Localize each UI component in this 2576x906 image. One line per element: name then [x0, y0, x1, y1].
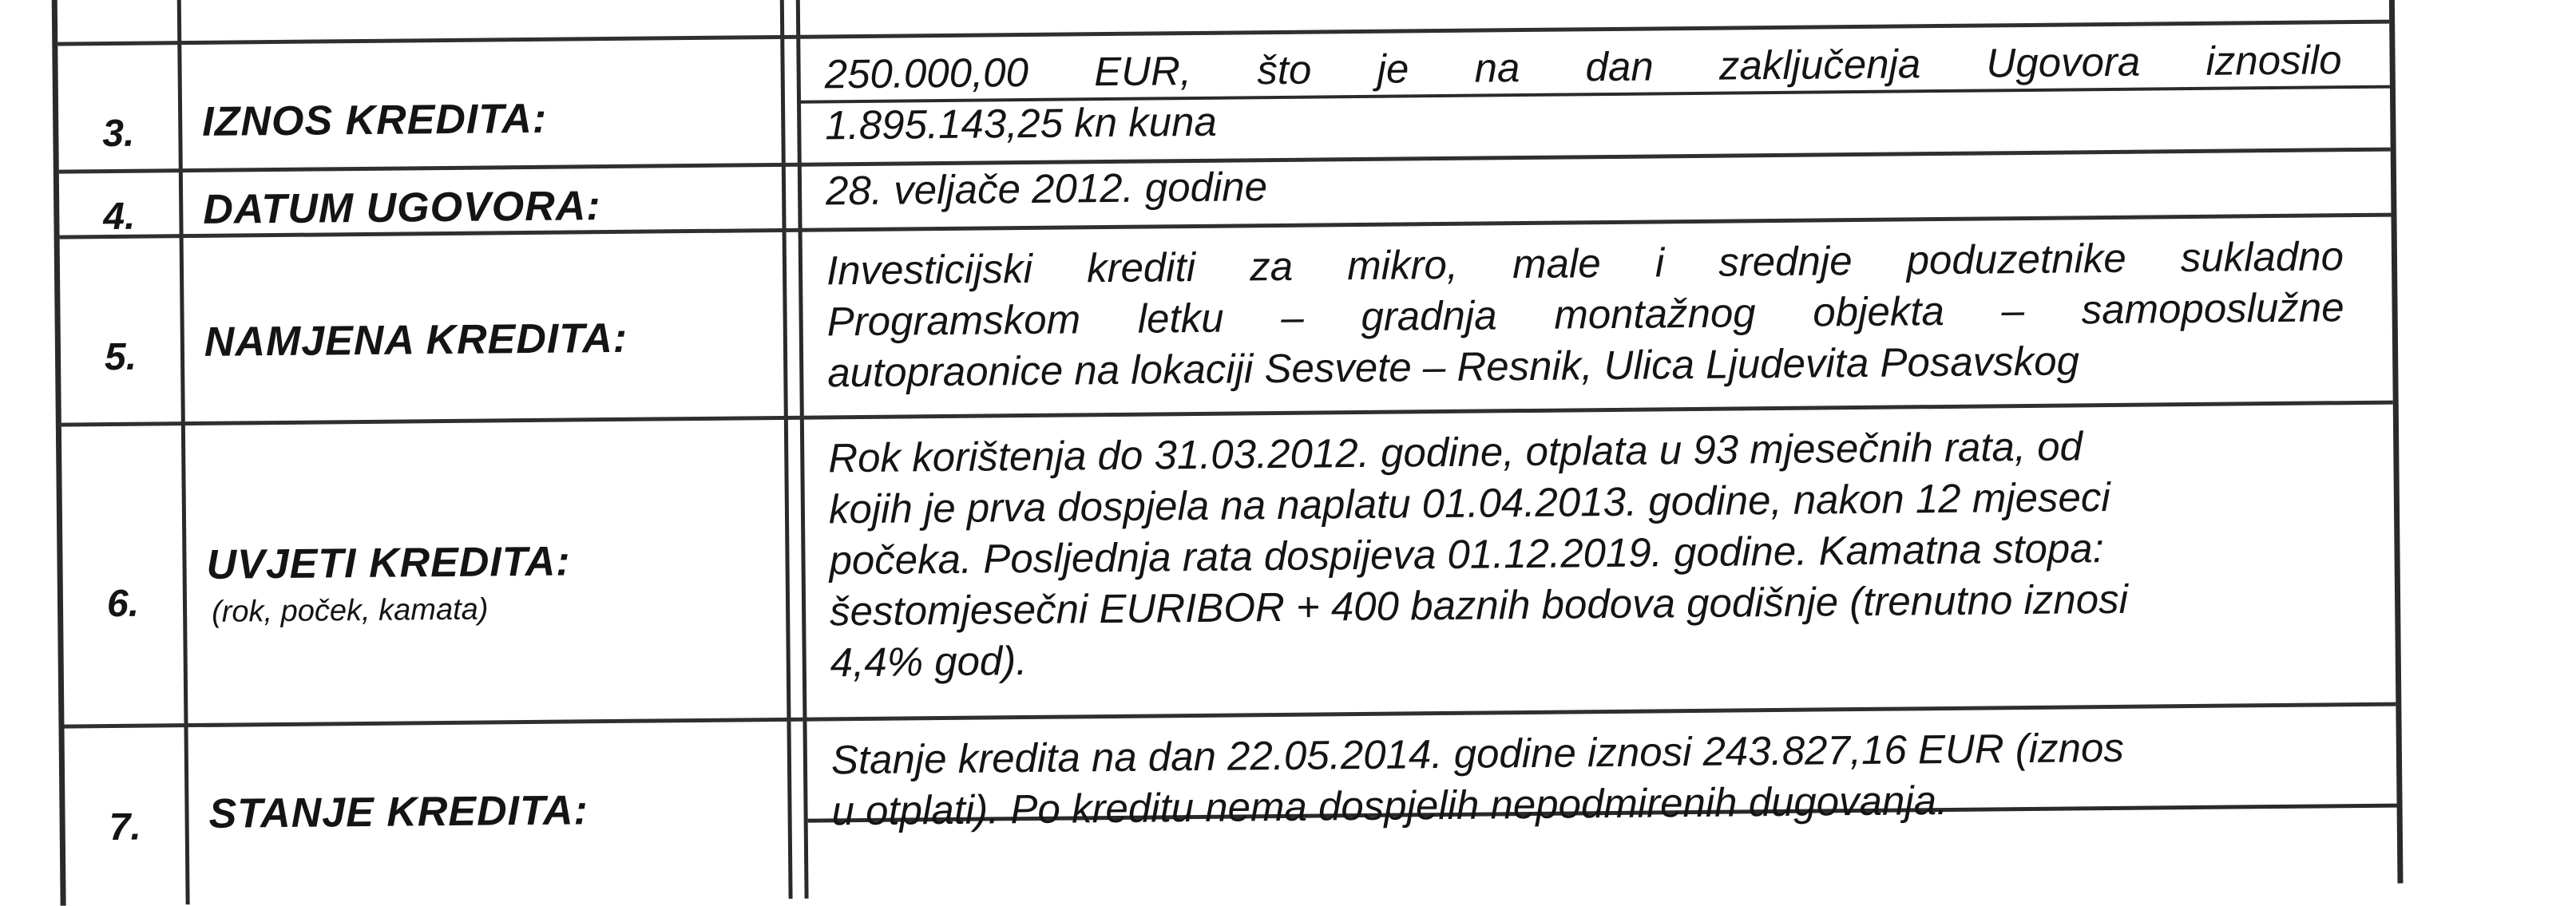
row-content	[828, 418, 2348, 688]
row-content	[826, 231, 2345, 398]
row-content	[831, 720, 2349, 837]
row-label: UVJETI KREDITA:	[206, 538, 571, 588]
row-content	[826, 151, 2344, 216]
table-row	[60, 213, 2393, 423]
content-line: 4,4% god).	[830, 638, 1028, 686]
row-number: 5.	[104, 335, 137, 379]
content-line: kojih je prva dospjela na naplatu 01.04.2013. godine, nakon 12 mjeseci	[828, 473, 2110, 532]
content-line: šestomjesečni EURIBOR + 400 baznih bodova godišnje (trenutno iznosi	[829, 576, 2129, 635]
row-number: 7.	[109, 805, 141, 849]
row-label: NAMJENA KREDITA:	[204, 315, 628, 366]
table-row	[61, 401, 2396, 725]
row-number: 4.	[103, 195, 136, 239]
content-line: Stanje kredita na dan 22.05.2014. godine iznosi 243.827,16 EUR (iznos	[830, 724, 2125, 783]
row-number: 6.	[106, 582, 140, 626]
credit-details-table	[52, 0, 2404, 906]
content-line: 28. veljače 2012. godine	[825, 164, 1268, 214]
content-line: 1.895.143,25 kn kuna	[825, 98, 1218, 148]
content-line: Rok korištenja do 31.03.2012. godine, otplata u 93 mjesečnih rata, od	[828, 423, 2083, 481]
row-label: STANJE KREDITA:	[208, 787, 589, 837]
row-label: IZNOS KREDITA:	[201, 95, 548, 145]
row-sublabel: (rok, poček, kamata)	[211, 592, 489, 629]
row-label: DATUM UGOVORA:	[202, 183, 601, 233]
row-content	[824, 34, 2342, 151]
table-row	[57, 20, 2390, 170]
row-number: 3.	[102, 112, 135, 156]
content-line: Programskom letku – gradnja montažnog objekta – samoposlužne	[826, 284, 2344, 345]
content-line: Investicijski krediti za mikro, male i srednje poduzetnike sukladno	[826, 233, 2344, 294]
content-line: 250.000,00 EUR, što je na dan zaključenja Ugovora iznosilo	[824, 37, 2342, 97]
content-line: autopraonice na lokaciji Sesvete – Resnik, Ulica Ljudevita Posavskog	[826, 338, 2080, 396]
content-line: u otplati). Po kreditu nema dospjelih nepodmirenih dugovanja.	[831, 777, 1948, 834]
content-line: počeka. Posljednja rata dospijeva 01.12.2019. godine. Kamatna stopa:	[829, 525, 2105, 584]
table-row	[64, 702, 2396, 849]
